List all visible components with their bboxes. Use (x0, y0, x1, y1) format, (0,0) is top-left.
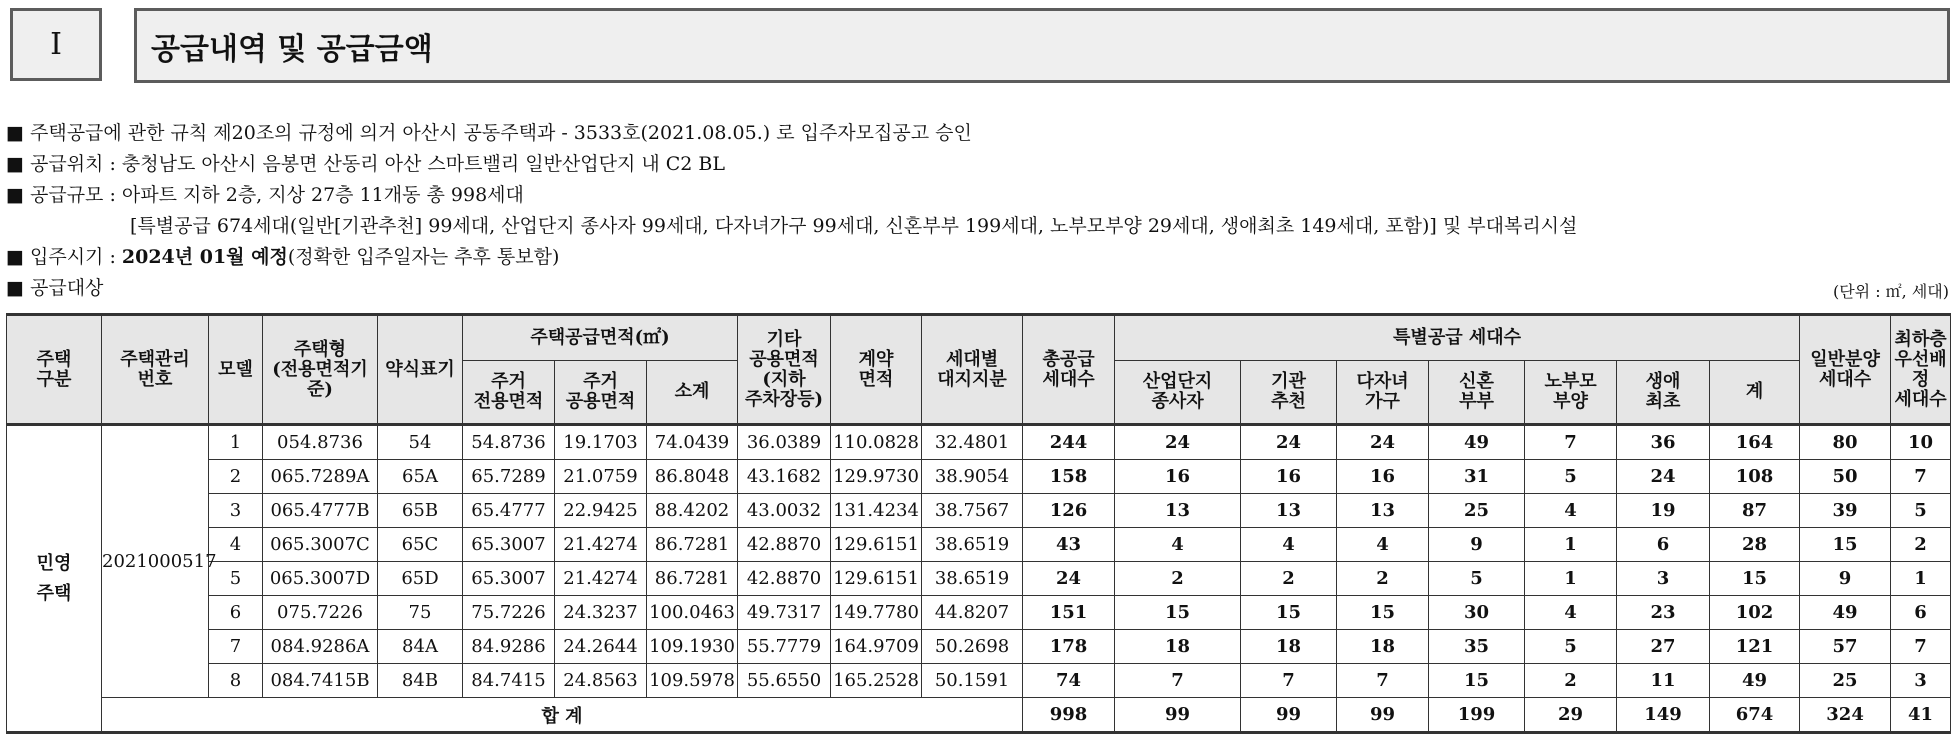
table-cell: 42.8870 (738, 562, 831, 596)
table-cell: 165.2528 (831, 664, 922, 698)
table-cell: 15 (1115, 596, 1241, 630)
table-cell: 55.6550 (738, 664, 831, 698)
table-row (7, 630, 1951, 664)
table-cell: 1 (1891, 562, 1951, 596)
table-cell: 87 (1710, 494, 1800, 528)
header-house-type: 주택형 (전용면적기준) (263, 315, 378, 425)
total-label: 합 계 (102, 698, 1023, 733)
table-cell: 244 (1023, 425, 1115, 460)
header-mgmt-no: 주택관리 번호 (102, 315, 209, 425)
table-cell: 38.9054 (922, 460, 1023, 494)
total-cell: 29 (1525, 698, 1617, 733)
table-cell: 158 (1023, 460, 1115, 494)
table-cell: 9 (1800, 562, 1891, 596)
table-row (7, 460, 1951, 494)
header-lowest-floor: 최하층 우선배정 세대수 (1891, 315, 1951, 425)
table-cell: 7 (209, 630, 263, 664)
header-general: 일반분양 세대수 (1800, 315, 1891, 425)
table-cell: 74 (1023, 664, 1115, 698)
table-cell: 65.3007 (463, 528, 555, 562)
table-cell: 49 (1429, 425, 1525, 460)
table-cell: 55.7779 (738, 630, 831, 664)
table-cell: 131.4234 (831, 494, 922, 528)
table-cell: 38.6519 (922, 562, 1023, 596)
page-title-box (134, 8, 1950, 83)
info-location: ■ 공급위치 : 충청남도 아산시 음봉면 산동리 아산 스마트밸리 일반산업단지 내 C2 BL (6, 153, 726, 175)
table-cell: 84.7415 (463, 664, 555, 698)
total-cell: 199 (1429, 698, 1525, 733)
header-institution: 기관 추천 (1241, 361, 1337, 425)
section-number-box (10, 8, 102, 81)
header-contract-area: 계약 면적 (831, 315, 922, 425)
table-cell: 3 (1891, 664, 1951, 698)
table-cell: 129.9730 (831, 460, 922, 494)
table-row (7, 596, 1951, 630)
table-cell: 7 (1525, 425, 1617, 460)
table-cell: 15 (1429, 664, 1525, 698)
table-cell: 84B (378, 664, 463, 698)
header-sum: 계 (1710, 361, 1800, 425)
table-cell: 30 (1429, 596, 1525, 630)
table-cell: 65.3007 (463, 562, 555, 596)
info-special-breakdown: [특별공급 674세대(일반[기관추천] 99세대, 산업단지 종사자 99세대, 다자녀가구 99세대, 신혼부부 199세대, 노부모부양 29세대, 생애최초 149세대, 포함)] 및 부대복리시설 (130, 215, 1578, 237)
table-cell: 1 (1525, 528, 1617, 562)
table-cell: 15 (1710, 562, 1800, 596)
info-scale: ■ 공급규모 : 아파트 지하 2층, 지상 27층 11개동 총 998세대 (6, 184, 524, 206)
table-cell: 42.8870 (738, 528, 831, 562)
table-cell: 075.7226 (263, 596, 378, 630)
table-row (7, 528, 1951, 562)
table-cell: 3 (1617, 562, 1710, 596)
total-cell: 99 (1241, 698, 1337, 733)
table-cell: 24 (1337, 425, 1429, 460)
table-cell: 24.8563 (555, 664, 647, 698)
table-cell: 2 (1525, 664, 1617, 698)
table-cell: 24 (1241, 425, 1337, 460)
table-cell: 38.6519 (922, 528, 1023, 562)
table-cell: 43 (1023, 528, 1115, 562)
table-cell: 054.8736 (263, 425, 378, 460)
table-cell: 126 (1023, 494, 1115, 528)
table-cell: 4 (1241, 528, 1337, 562)
table-cell: 80 (1800, 425, 1891, 460)
table-cell: 36.0389 (738, 425, 831, 460)
table-cell: 24 (1023, 562, 1115, 596)
table-cell: 84A (378, 630, 463, 664)
table-cell: 7 (1337, 664, 1429, 698)
info-move-in (6, 242, 1951, 273)
header-other-common: 기타 공용면적 (지하 주차장등) (738, 315, 831, 425)
header-total-supply: 총공급 세대수 (1023, 315, 1115, 425)
table-cell: 22.9425 (555, 494, 647, 528)
header-subtotal: 소계 (647, 361, 738, 425)
total-row (7, 698, 1951, 733)
table-cell: 28 (1710, 528, 1800, 562)
table-cell: 2 (1891, 528, 1951, 562)
total-cell: 99 (1115, 698, 1241, 733)
table-cell: 25 (1429, 494, 1525, 528)
table-cell: 2 (209, 460, 263, 494)
table-cell: 100.0463 (647, 596, 738, 630)
header-common: 주거 공용면적 (555, 361, 647, 425)
housing-type-cell: 민영 주택 (7, 425, 102, 733)
table-cell: 129.6151 (831, 528, 922, 562)
table-cell: 16 (1337, 460, 1429, 494)
table-cell: 110.0828 (831, 425, 922, 460)
table-cell: 129.6151 (831, 562, 922, 596)
header-special: 특별공급 세대수 (1115, 315, 1800, 361)
header-housing-type: 주택 구분 (7, 315, 102, 425)
table-cell: 19 (1617, 494, 1710, 528)
table-cell: 5 (1429, 562, 1525, 596)
table-cell: 38.7567 (922, 494, 1023, 528)
table-cell: 86.7281 (647, 562, 738, 596)
table-cell: 36 (1617, 425, 1710, 460)
table-cell: 1 (209, 425, 263, 460)
table-cell: 50.1591 (922, 664, 1023, 698)
total-cell: 149 (1617, 698, 1710, 733)
table-cell: 149.7780 (831, 596, 922, 630)
table-cell: 24 (1115, 425, 1241, 460)
table-cell: 109.1930 (647, 630, 738, 664)
table-cell: 13 (1115, 494, 1241, 528)
header-multi-child: 다자녀 가구 (1337, 361, 1429, 425)
table-cell: 75 (378, 596, 463, 630)
header-exclusive: 주거 전용면적 (463, 361, 555, 425)
table-cell: 6 (1617, 528, 1710, 562)
table-cell: 39 (1800, 494, 1891, 528)
table-cell: 6 (209, 596, 263, 630)
table-cell: 151 (1023, 596, 1115, 630)
header-supply-area: 주택공급면적(㎡) (463, 315, 738, 361)
table-cell: 178 (1023, 630, 1115, 664)
total-cell: 41 (1891, 698, 1951, 733)
table-cell: 24.3237 (555, 596, 647, 630)
table-cell: 57 (1800, 630, 1891, 664)
table-cell: 24.2644 (555, 630, 647, 664)
table-cell: 65B (378, 494, 463, 528)
table-cell: 24 (1617, 460, 1710, 494)
table-cell: 4 (1115, 528, 1241, 562)
table-cell: 065.3007D (263, 562, 378, 596)
table-cell: 1 (1525, 562, 1617, 596)
table-row (7, 425, 1951, 460)
table-cell: 13 (1241, 494, 1337, 528)
table-cell: 3 (209, 494, 263, 528)
table-cell: 19.1703 (555, 425, 647, 460)
table-cell: 4 (1525, 494, 1617, 528)
table-row (7, 562, 1951, 596)
table-cell: 16 (1115, 460, 1241, 494)
table-cell: 75.7226 (463, 596, 555, 630)
total-cell: 998 (1023, 698, 1115, 733)
table-cell: 164 (1710, 425, 1800, 460)
table-cell: 65.4777 (463, 494, 555, 528)
total-cell: 324 (1800, 698, 1891, 733)
table-cell: 54 (378, 425, 463, 460)
table-cell: 65.7289 (463, 460, 555, 494)
unit-note: (단위 : ㎡, 세대) (1832, 282, 1949, 301)
header-newlywed: 신혼 부부 (1429, 361, 1525, 425)
table-cell: 13 (1337, 494, 1429, 528)
info-block (6, 118, 1951, 304)
table-cell: 49.7317 (738, 596, 831, 630)
table-cell: 86.7281 (647, 528, 738, 562)
table-cell: 49 (1710, 664, 1800, 698)
total-cell: 674 (1710, 698, 1800, 733)
supply-table (6, 313, 1951, 734)
table-cell: 23 (1617, 596, 1710, 630)
table-cell: 54.8736 (463, 425, 555, 460)
table-cell: 84.9286 (463, 630, 555, 664)
table-cell: 65C (378, 528, 463, 562)
table-cell: 2 (1241, 562, 1337, 596)
move-in-note: (정확한 입주일자는 추후 통보함) (287, 246, 560, 268)
table-cell: 11 (1617, 664, 1710, 698)
table-cell: 2 (1337, 562, 1429, 596)
table-cell: 15 (1800, 528, 1891, 562)
table-cell: 5 (1525, 460, 1617, 494)
table-cell: 5 (209, 562, 263, 596)
table-cell: 084.7415B (263, 664, 378, 698)
table-cell: 6 (1891, 596, 1951, 630)
total-cell: 99 (1337, 698, 1429, 733)
table-cell: 4 (1337, 528, 1429, 562)
table-cell: 164.9709 (831, 630, 922, 664)
header-model: 모델 (209, 315, 263, 425)
table-cell: 10 (1891, 425, 1951, 460)
table-cell: 108 (1710, 460, 1800, 494)
header-elderly: 노부모 부양 (1525, 361, 1617, 425)
table-cell: 4 (209, 528, 263, 562)
table-cell: 084.9286A (263, 630, 378, 664)
header-land-share: 세대별 대지지분 (922, 315, 1023, 425)
table-cell: 065.3007C (263, 528, 378, 562)
table-cell: 16 (1241, 460, 1337, 494)
table-cell: 21.0759 (555, 460, 647, 494)
table-cell: 21.4274 (555, 528, 647, 562)
table-cell: 102 (1710, 596, 1800, 630)
table-cell: 49 (1800, 596, 1891, 630)
table-cell: 5 (1891, 494, 1951, 528)
table-cell: 74.0439 (647, 425, 738, 460)
table-cell: 43.0032 (738, 494, 831, 528)
table-cell: 7 (1891, 460, 1951, 494)
table-cell: 88.4202 (647, 494, 738, 528)
header-first-time: 생애 최초 (1617, 361, 1710, 425)
table-cell: 31 (1429, 460, 1525, 494)
table-cell: 9 (1429, 528, 1525, 562)
table-cell: 18 (1241, 630, 1337, 664)
table-cell: 15 (1241, 596, 1337, 630)
table-cell: 7 (1115, 664, 1241, 698)
table-cell: 65A (378, 460, 463, 494)
move-in-date: 2024년 01월 예정 (121, 246, 288, 268)
table-row (7, 664, 1951, 698)
table-row (7, 494, 1951, 528)
table-cell: 7 (1891, 630, 1951, 664)
table-cell: 7 (1241, 664, 1337, 698)
table-cell: 18 (1115, 630, 1241, 664)
table-cell: 065.4777B (263, 494, 378, 528)
table-cell: 109.5978 (647, 664, 738, 698)
table-cell: 50.2698 (922, 630, 1023, 664)
table-cell: 44.8207 (922, 596, 1023, 630)
table-cell: 25 (1800, 664, 1891, 698)
table-cell: 35 (1429, 630, 1525, 664)
table-cell: 121 (1710, 630, 1800, 664)
table-cell: 65D (378, 562, 463, 596)
info-target: ■ 공급대상 (6, 277, 104, 299)
mgmt-number-cell: 2021000517 (102, 425, 209, 698)
table-cell: 5 (1525, 630, 1617, 664)
table-body (7, 425, 1951, 733)
table-cell: 32.4801 (922, 425, 1023, 460)
table-cell: 21.4274 (555, 562, 647, 596)
move-in-prefix: ■ 입주시기 : (6, 246, 122, 268)
page-title: 공급내역 및 공급금액 (151, 31, 433, 67)
table-cell: 065.7289A (263, 460, 378, 494)
info-approval: ■ 주택공급에 관한 규칙 제20조의 규정에 의거 아산시 공동주택과 - 3533호(2021.08.05.) 로 입주자모집공고 승인 (6, 122, 972, 144)
table-cell: 86.8048 (647, 460, 738, 494)
table-cell: 43.1682 (738, 460, 831, 494)
table-cell: 18 (1337, 630, 1429, 664)
table-cell: 27 (1617, 630, 1710, 664)
section-number: I (50, 27, 62, 62)
table-cell: 8 (209, 664, 263, 698)
table-cell: 4 (1525, 596, 1617, 630)
table-cell: 15 (1337, 596, 1429, 630)
header-short-label: 약식표기 (378, 315, 463, 425)
header-industrial: 산업단지 종사자 (1115, 361, 1241, 425)
table-cell: 50 (1800, 460, 1891, 494)
table-cell: 2 (1115, 562, 1241, 596)
